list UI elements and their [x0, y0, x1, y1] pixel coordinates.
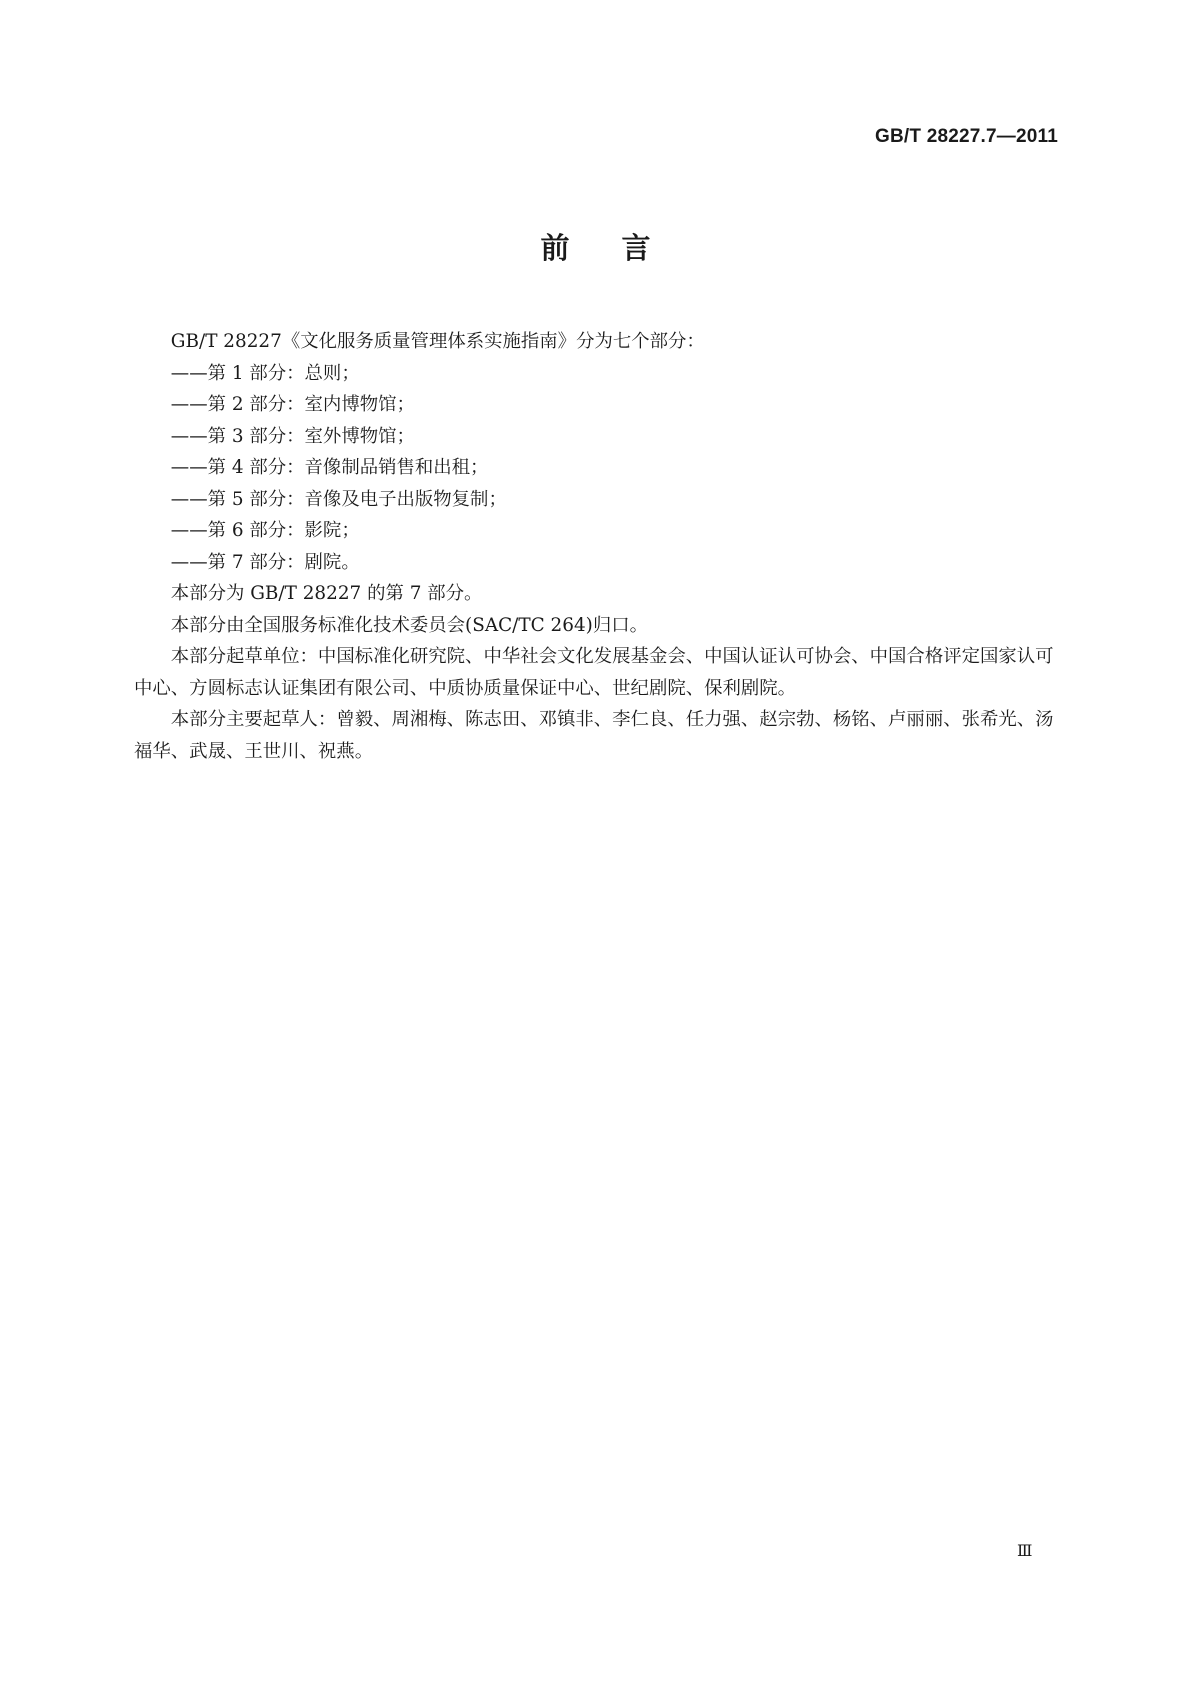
document-body: [134, 326, 1065, 767]
list-item: ——第 1 部分：总则；: [170, 362, 360, 384]
drafters: 本部分主要起草人：曾毅、周湘梅、陈志田、邓镇非、李仁良、任力强、赵宗勃、杨铭、卢丽丽、张希光、汤福华、武晟、王世川、祝燕。: [134, 709, 1054, 762]
intro-paragraph: GB/T 28227《文化服务质量管理体系实施指南》分为七个部分：: [170, 331, 705, 352]
list-item: ——第 6 部分：影院；: [170, 520, 360, 541]
page-title: 前言: [540, 231, 703, 265]
list-item: ——第 2 部分：室内博物馆；: [170, 394, 415, 415]
list-item: ——第 3 部分：室外博物馆；: [170, 425, 415, 447]
list-item: ——第 4 部分：音像制品销售和出租；: [170, 457, 489, 478]
standard-code: GB/T 28227.7—2011: [875, 126, 1058, 147]
list-item: ——第 5 部分：音像及电子出版物复制；: [170, 488, 507, 510]
committee-statement: 本部分由全国服务标准化技术委员会(SAC/TC 264)归口。: [170, 614, 649, 636]
part-statement: 本部分为 GB/T 28227 的第 7 部分。: [170, 583, 483, 604]
list-item: ——第 7 部分：剧院。: [170, 551, 360, 573]
drafting-units: 本部分起草单位：中国标准化研究院、中华社会文化发展基金会、中国认证认可协会、中国合格评定国家认可中心、方圆标志认证集团有限公司、中质协质量保证中心、世纪剧院、保利剧院。: [134, 646, 1054, 699]
page-number: Ⅲ: [1017, 1541, 1033, 1560]
